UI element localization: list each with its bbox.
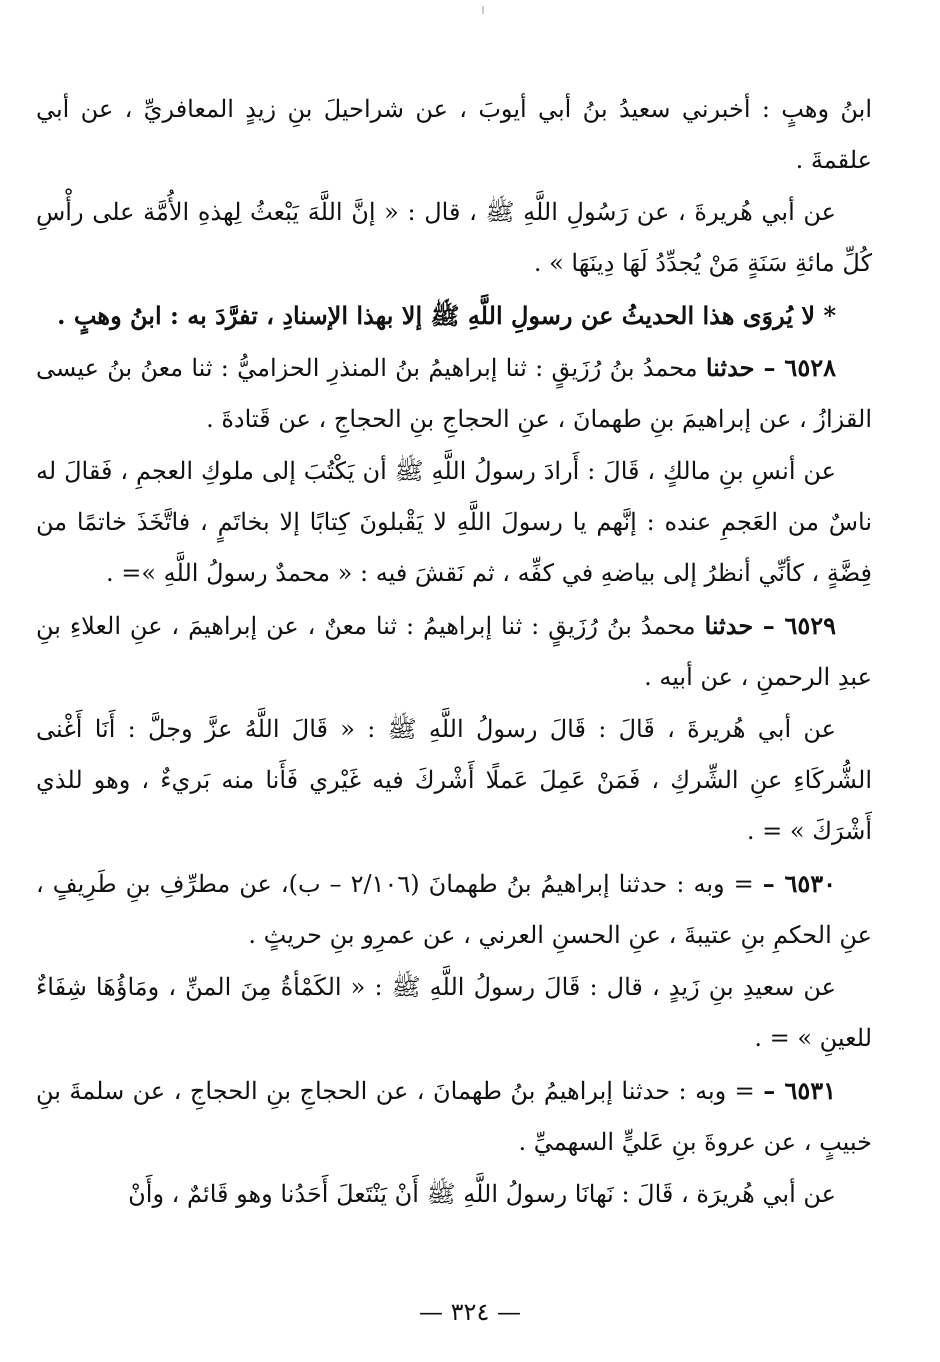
paragraph-text: عن أبي هُريرةَ ، عن رَسُولِ اللَّهِ ﷺ ، قال : « إنَّ اللَّهَ يَبْعثُ لِهذهِ الأُمَّة على رأْسِ كُلِّ مائةِ سَنَةٍ مَنْ يُجدِّدُ لَهَا دِينَهَا » . bbox=[36, 198, 872, 277]
scan-mark bbox=[482, 6, 484, 14]
hadith-number: ٦٥٣٠ – bbox=[762, 869, 837, 898]
paragraph-chain-continuation bbox=[36, 84, 872, 186]
paragraph-hadith-6530 bbox=[36, 858, 872, 961]
hadith-number: ٦٥٢٩ – حدثنا bbox=[704, 611, 836, 640]
paragraph-text: عن أنسِ بنِ مالكٍ ، قَالَ : أَرادَ رسولُ اللَّهِ ﷺ أن يَكْتُبَ إلى ملوكِ العجمِ ، فَقالَ له ناسٌ من العَجمِ عنده : إنَّهم يا رسولَ اللَّهِ لا يَقْبلونَ كِتابًا إلا بخاتَمٍ ، فاتَّخَذَ خاتمًا من فِضَّةٍ ، كأنِّي أنظرُ إلى بياضهِ في كفِّه ، ثم نَقشَ فيه : « محمدٌ رسولُ اللَّهِ »= . bbox=[36, 457, 872, 587]
hadith-number: ٦٥٣١ – bbox=[763, 1076, 836, 1105]
body-text bbox=[36, 84, 872, 1220]
paragraph-hadith-text bbox=[36, 446, 872, 599]
paragraph-hadith-text bbox=[36, 704, 872, 857]
page-number: — ٣٢٤ — bbox=[419, 1298, 521, 1326]
paragraph-hadith-6529 bbox=[36, 600, 872, 703]
paragraph-text: * لا يُروَى هذا الحديثُ عن رسولِ اللَّهِ ﷺ إلا بهذا الإسنادِ ، تفرَّدَ به : ابنُ وهبٍ . bbox=[57, 301, 836, 330]
paragraph-hadith-6528 bbox=[36, 342, 872, 445]
paragraph-hadith-text bbox=[36, 187, 872, 289]
paragraph-text: عن أبي هُريرَة ، قَالَ : نَهانَا رسولُ اللَّهِ ﷺ أَنْ يَنْتَعلَ أَحَدُنا وهو قَائمٌ ، وأَنْ bbox=[128, 1180, 836, 1208]
paragraph-commentary bbox=[36, 290, 872, 341]
paragraph-hadith-text bbox=[36, 1169, 872, 1220]
paragraph-text: عن سعيدِ بنِ زَيدٍ ، قال : قَالَ رسولُ اللَّهِ ﷺ : « الكَمْأةُ مِنَ المنِّ ، ومَاؤُهَا شِفَاءٌ للعينِ » = . bbox=[36, 973, 872, 1052]
paragraph-text: ابنُ وهبٍ : أخبرني سعيدُ بنُ أبي أيوبَ ، عن شراحيلَ بنِ زيدٍ المعافريِّ ، عن أبي علقمةَ . bbox=[36, 95, 872, 174]
paragraph-text: = وبه : حدثنا إبراهيمُ بنُ طهمانَ ، عن الحجاجِ بنِ الحجاجِ ، عن سلمةَ بنِ خبيبٍ ، عن عروةَ بنِ عَليٍّ السهميِّ . bbox=[36, 1077, 872, 1156]
paragraph-hadith-6531 bbox=[36, 1065, 872, 1168]
paragraph-text: = وبه : حدثنا إبراهيمُ بنُ طهمانَ (٢/١٠٦ – ب)، عن مطرِّفِ بنِ طَرِيفٍ ، عنِ الحكمِ بنِ عتيبةَ ، عنِ الحسنِ العرني ، عن عمرِو بنِ حريثٍ . bbox=[36, 870, 872, 949]
paragraph-text: محمدُ بنُ رُزَيقٍ : ثنا إبراهيمُ : ثنا معنٌ ، عن إبراهيمَ ، عنِ العلاءِ بنِ عبدِ الرحمنِ ، عن أبيه . bbox=[36, 612, 872, 691]
paragraph-text: عن أبي هُريرةَ ، قَالَ : قَالَ رسولُ اللَّهِ ﷺ : « قَالَ اللَّهُ عزَّ وجلَّ : أَنَا أَغْنى الشُّركَاءِ عنِ الشِّركِ ، فَمَنْ عَمِلَ عَملًا أَشْركَ فيه غَيْري فَأَنا منه بَريءٌ ، وهو للذي أَشْرَكَ » = . bbox=[36, 715, 872, 845]
paragraph-hadith-text bbox=[36, 962, 872, 1064]
hadith-number: ٦٥٢٨ – حدثنا bbox=[705, 353, 836, 382]
paragraph-text: محمدُ بنُ رُزَيقٍ : ثنا إبراهيمُ بنُ المنذرِ الحزاميُّ : ثنا معنُ بنُ عيسى القزازُ ، عن إبراهيمَ بنِ طهمانَ ، عنِ الحجاجِ بنِ الحجاجِ ، عن قَتادةَ . bbox=[36, 354, 872, 433]
